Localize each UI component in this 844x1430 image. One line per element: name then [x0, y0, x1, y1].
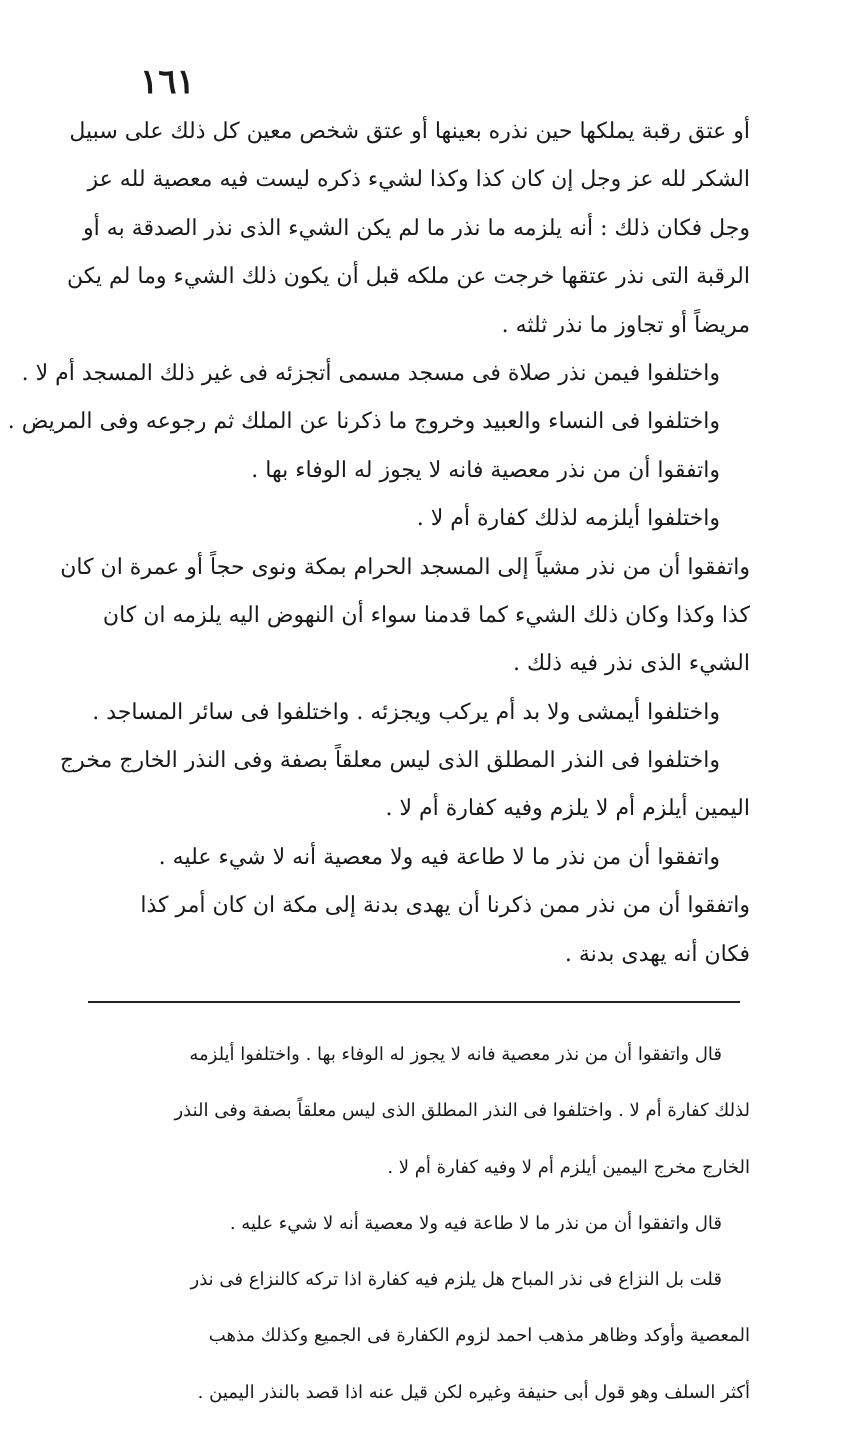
text-line: واختلفوا فى النساء والعبيد وخروج ما ذكرنا عن الملك ثم رجوعه وفى المريض . [7, 409, 720, 435]
footnotes [110, 1018, 750, 1430]
text-line: كذا وكذا وكان ذلك الشيء كما قدمنا سواء أن النهوض اليه يلزمه ان كان [102, 602, 750, 628]
footnote-separator [88, 1001, 740, 1003]
text-line: الشيء الذى نذر فيه ذلك . [513, 651, 750, 677]
text-line: واختلفوا فيمن نذر صلاة فى مسجد مسمى أتجزئه فى غير ذلك المسجد أم لا . [21, 360, 720, 386]
text-line: واتفقوا أن من نذر معصية فانه لا يجوز له الوفاء بها . [251, 457, 720, 483]
text-line: واختلفوا أيمشى ولا بد أم يركب ويجزئه . واختلفوا فى سائر المساجد . [92, 699, 720, 725]
text-line: أو عتق رقبة يملكها حين نذره بعينها أو عتق شخص معين كل ذلك على سبيل [69, 119, 750, 144]
text-line: واتفقوا أن من نذر مشياً إلى المسجد الحرام بمكة ونوى حجاً أو عمرة ان كان [60, 554, 750, 580]
text-line: فكان أنه يهدى بدنة . [564, 941, 750, 967]
footnote-line: قال واتفقوا أن من نذر معصية فانه لا يجوز له الوفاء بها . واختلفوا أيلزمه [189, 1044, 722, 1065]
text-line: اليمين أيلزم أم لا يلزم وفيه كفارة أم لا . [385, 796, 750, 822]
text-line: مريضاً أو تجاوز ما نذر ثلثه . [501, 312, 750, 338]
text-line: الرقبة التى نذر عتقها خرجت عن ملكه قبل أن يكون ذلك الشيء وما لم يكن [67, 264, 750, 290]
text-line: وجل فكان ذلك : أنه يلزمه ما نذر ما لم يكن الشيء الذى نذر الصدقة به أو [83, 215, 750, 241]
footnote-separator-dash [88, 1001, 118, 1003]
footnote-line: لذلك كفارة أم لا . واختلفوا فى النذر المطلق الذى ليس معلقاً بصفة وفى النذر [174, 1100, 750, 1122]
footnote-line: أكثر السلف وهو قول أبى حنيفة وغيره لكن قيل عنه اذا قصد بالنذر اليمين . [197, 1381, 750, 1403]
text-line: واختلفوا أيلزمه لذلك كفارة أم لا . [416, 506, 720, 532]
text-line: واتفقوا أن من نذر ما لا طاعة فيه ولا معصية أنه لا شيء عليه . [158, 844, 720, 870]
text-line: الشكر لله عز وجل إن كان كذا وكذا لشيء ذكره ليست فيه معصية لله عز [87, 167, 750, 193]
footnote-line: المعصية وأوكد وظاهر مذهب احمد لزوم الكفارة فى الجميع وكذلك مذهب [208, 1325, 750, 1347]
text-line: واختلفوا فى النذر المطلق الذى ليس معلقاً بصفة وفى النذر الخارج مخرج [59, 748, 720, 774]
footnote-line: الخارج مخرج اليمين أيلزم أم لا وفيه كفارة أم لا . [387, 1156, 750, 1178]
main-text [7, 108, 750, 979]
text-line: واتفقوا أن من نذر ممن ذكرنا أن يهدى بدنة إلى مكة ان كان أمر كذا [140, 893, 750, 919]
footnote-line: قال واتفقوا أن من نذر ما لا طاعة فيه ولا معصية أنه لا شيء عليه . [229, 1212, 722, 1234]
footnote-line: قلت بل النزاع فى نذر المباح هل يلزم فيه كفارة اذا تركه كالنزاع فى نذر [190, 1269, 722, 1291]
page-number: ١٦١ [140, 62, 195, 102]
